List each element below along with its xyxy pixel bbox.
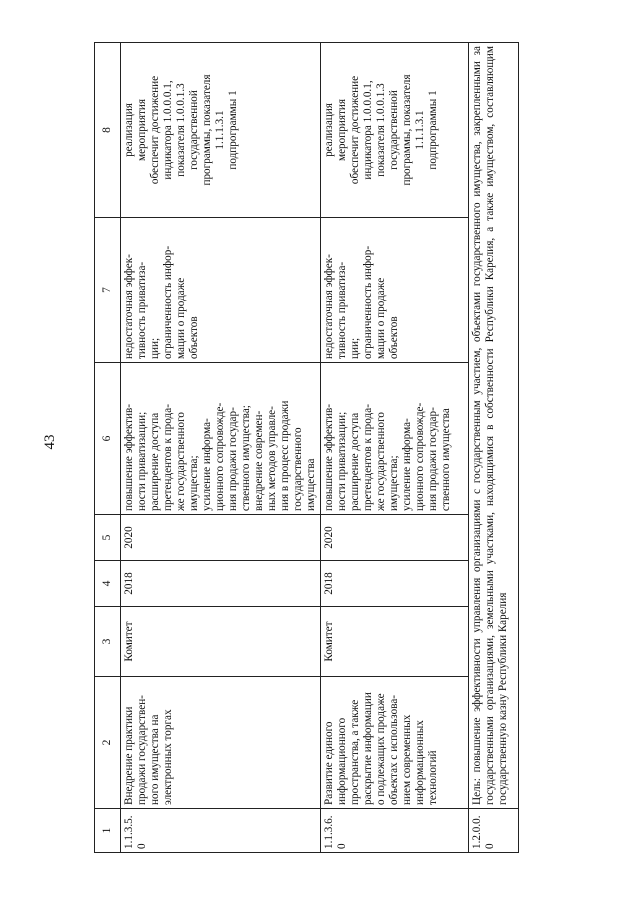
text-line: пространства, а также: [349, 699, 361, 805]
text-line: имущества;: [188, 455, 200, 511]
text-line: ционного сопровожде-: [414, 402, 426, 511]
text-line: расширение доступа: [149, 412, 161, 511]
page-number: 43: [42, 434, 58, 450]
column-number: 6: [95, 363, 121, 515]
text-line: мероприятия: [336, 99, 348, 161]
text-line: информационных: [414, 720, 426, 805]
text-line: имущества;: [388, 455, 400, 511]
text-line: мации о продаже: [375, 277, 387, 359]
goal-row: [469, 43, 519, 853]
text-line: мации о продаже: [175, 277, 187, 359]
text-line: государственной: [188, 90, 200, 170]
activity-start-year: 2018: [321, 561, 469, 607]
activity-executor: Комитет: [121, 607, 321, 677]
text-line: ния продажи государ-: [427, 407, 439, 511]
activity-results: [121, 363, 321, 515]
text-line: программы, показателя: [401, 74, 413, 186]
column-number: 3: [95, 607, 121, 677]
text-line: индикатора 1.0.0.0.1,: [162, 80, 174, 180]
text-line: же государственного: [175, 412, 187, 511]
text-line: же государственного: [375, 412, 387, 511]
text-line: ционного сопровожде-: [214, 402, 226, 511]
activity-name: [121, 677, 321, 809]
column-number-row: [95, 43, 121, 853]
text-line: реализация: [323, 103, 335, 157]
text-line: объектов: [388, 316, 400, 359]
text-line: нием современных: [401, 714, 413, 805]
text-line: показателя 1.0.0.1.3: [175, 83, 187, 177]
text-line: показателя 1.0.0.1.3: [375, 83, 387, 177]
text-line: ственного имущества: [440, 408, 452, 511]
text-line: Внедрение практики: [123, 706, 135, 805]
text-line: подпрограммы 1: [427, 90, 439, 170]
text-line: ности приватизации;: [336, 411, 348, 511]
activity-results: [321, 363, 469, 515]
activity-relation: [321, 43, 469, 218]
activity-code: 1.1.3.6.0: [321, 809, 469, 853]
text-line: 1.1.1.3.1: [214, 110, 226, 150]
text-line: ния в процесс продажи: [279, 400, 291, 511]
text-line: технологий: [427, 750, 439, 805]
text-line: усиление информа-: [401, 418, 413, 511]
activity-executor: Комитет: [321, 607, 469, 677]
text-line: обеспечит достижение: [149, 75, 161, 185]
text-line: государственного: [292, 427, 304, 511]
text-line: ных методов управле-: [266, 406, 278, 511]
table-row: [321, 43, 469, 853]
activities-table: [94, 42, 519, 853]
text-line: недостаточная эффек-: [123, 254, 135, 359]
column-number: 5: [95, 515, 121, 561]
activity-code: 1.1.3.5.0: [121, 809, 321, 853]
text-line: объектов: [188, 316, 200, 359]
text-line: объектах с использова-: [388, 694, 400, 805]
text-line: ции;: [149, 337, 161, 359]
text-line: ограниченность инфор-: [162, 245, 174, 359]
text-line: информационного: [336, 717, 348, 805]
text-line: обеспечит достижение: [349, 75, 361, 185]
text-line: тивность приватиза-: [136, 261, 148, 359]
text-line: тивность приватиза-: [336, 261, 348, 359]
text-line: государственной: [388, 90, 400, 170]
text-line: подпрограммы 1: [227, 90, 239, 170]
activity-consequences: [121, 218, 321, 363]
text-line: претендентов к прода-: [362, 404, 374, 511]
column-number: 1: [95, 809, 121, 853]
column-number: 8: [95, 43, 121, 218]
text-line: мероприятия: [136, 99, 148, 161]
text-line: повышение эффектив-: [323, 403, 335, 511]
activity-start-year: 2018: [121, 561, 321, 607]
activity-consequences: [321, 218, 469, 363]
activity-end-year: 2020: [321, 515, 469, 561]
text-line: раскрытие информации: [362, 692, 374, 805]
column-number: 4: [95, 561, 121, 607]
column-number: 2: [95, 677, 121, 809]
text-line: ного имущества на: [149, 714, 161, 805]
text-line: имущества: [305, 458, 317, 511]
text-line: недостаточная эффек-: [323, 254, 335, 359]
text-line: претендентов к прода-: [162, 404, 174, 511]
text-line: Развитие единого: [323, 721, 335, 805]
text-line: ограниченность инфор-: [362, 245, 374, 359]
text-line: индикатора 1.0.0.0.1,: [362, 80, 374, 180]
text-line: электронных торгах: [162, 709, 174, 805]
text-line: программы, показателя: [201, 74, 213, 186]
goal-code: 1.2.0.0.0: [469, 809, 519, 853]
text-line: ния продажи государ-: [227, 407, 239, 511]
text-line: ности приватизации;: [136, 411, 148, 511]
text-line: повышение эффектив-: [123, 403, 135, 511]
goal-text: Цель: повышение эффективности управления организациями с государственным участием, объектами государственного имущества, закрепленными за государственными организациями, земельными участками, находящимися в собственности Республики Карелия, а также имуществом, составляющим государственную казну Республики Карелия: [469, 43, 519, 809]
text-line: ственного имущества;: [240, 405, 252, 511]
column-number: 7: [95, 218, 121, 363]
text-line: 1.1.1.3.1: [414, 110, 426, 150]
text-line: реализация: [123, 103, 135, 157]
text-line: внедрение современ-: [253, 410, 265, 511]
rotated-table-wrapper: [94, 43, 514, 853]
text-line: о подлежащих продаже: [375, 693, 387, 805]
activity-end-year: 2020: [121, 515, 321, 561]
activity-name: [321, 677, 469, 809]
activity-relation: [121, 43, 321, 218]
text-line: расширение доступа: [349, 412, 361, 511]
text-line: продажи государствен-: [136, 695, 148, 805]
text-line: ции;: [349, 337, 361, 359]
table-row: [121, 43, 321, 853]
text-line: усиление информа-: [201, 418, 213, 511]
